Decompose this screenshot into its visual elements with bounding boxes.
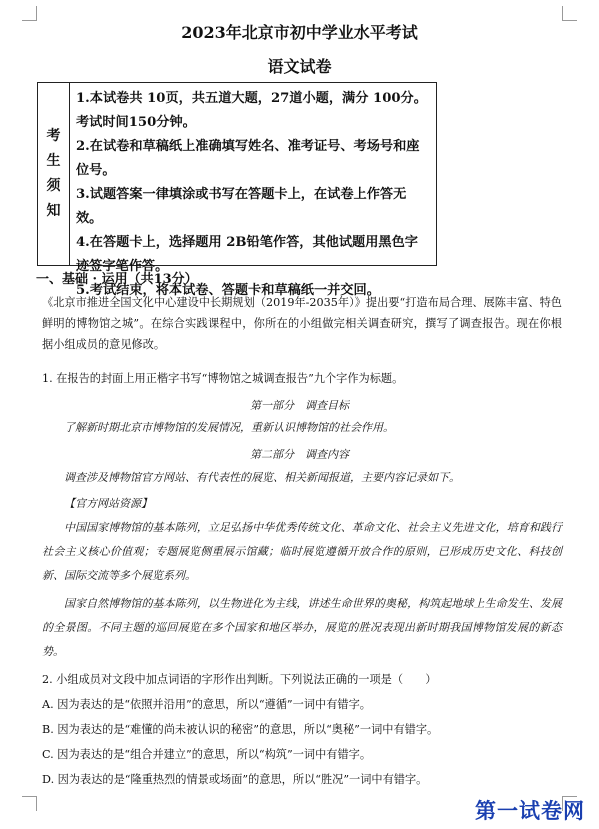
- option-a: A. 因为表达的是“依照并沿用”的意思，所以“遵循”一词中有错字。: [42, 698, 371, 711]
- exam-title: 2023年北京市初中学业水平考试: [181, 23, 418, 42]
- question-2: 2. 小组成员对文段中加点词语的字形作出判断。下列说法正确的一项是（ ）: [42, 673, 437, 686]
- notice-label-char: 知: [46, 203, 61, 219]
- part2-body: 调查涉及博物馆官方网站、有代表性的展览、相关新闻报道，主要内容记录如下。: [64, 471, 460, 484]
- crop-mark-top-right: [562, 6, 577, 21]
- notice-item: 2.在试卷和草稿纸上准确填写姓名、准考证号、考场号和座位号。: [76, 139, 420, 178]
- museum-paragraph-1: 中国国家博物馆的基本陈列，立足弘扬中华优秀传统文化、革命文化、社会主义先进文化，培育和践行社会主义核心价值观；专题展览侧重展示馆藏；临时展览遵循开放合作的原则，已形成历史文化、科技创新、国际交流等多个展览系列。: [42, 521, 562, 582]
- exam-subtitle: 语文试卷: [267, 57, 332, 76]
- question-1: 1. 在报告的封面上用正楷字书写“博物馆之城调查报告”九个字作为标题。: [42, 372, 404, 385]
- intro-paragraph: 《北京市推进全国文化中心建设中长期规划（2019年-2035年）》提出要“打造布局合理、展陈丰富、特色鲜明的博物馆之城”。在综合实践课程中，你所在的小组做完相关调查研究，撰写了调查报告。现在你根据小组成员的意见修改。: [42, 296, 562, 351]
- notice-item: 3.试题答案一律填涂或书写在答题卡上，在试卷上作答无效。: [76, 187, 407, 226]
- source-tag: 【官方网站资源】: [64, 497, 152, 510]
- notice-label: [38, 83, 70, 265]
- notice-item: 4.在答题卡上，选择题用 2B铅笔作答，其他试题用黑色字迹签字笔作答。: [76, 235, 418, 274]
- option-b: B. 因为表达的是“难懂的尚未被认识的秘密”的意思，所以“奥秘”一词中有错字。: [42, 723, 439, 736]
- museum-paragraph-2: 国家自然博物馆的基本陈列，以生物进化为主线，讲述生命世界的奥秘，构筑起地球上生命发生、发展的全景图。不同主题的巡回展览在多个国家和地区举办，展览的胜况表现出新时期我国博物馆发展的新态势。: [42, 597, 562, 658]
- crop-mark-bottom-left: [22, 796, 37, 811]
- site-watermark: 第一试卷网: [475, 799, 585, 823]
- option-d: D. 因为表达的是“隆重热烈的情景或场面”的意思，所以“胜况”一词中有错字。: [42, 773, 428, 786]
- crop-mark-top-left: [22, 6, 37, 21]
- section-heading: 一、基础 · 运用（共13分）: [36, 272, 198, 287]
- notice-label-char: 生: [46, 153, 61, 169]
- notice-label-char: 考: [46, 128, 61, 144]
- notice-item: 1.本试卷共 10页，共五道大题，27道小题，满分 100分。考试时间150分钟。: [76, 91, 427, 130]
- part2-title: 第二部分 调查内容: [250, 448, 349, 461]
- option-c: C. 因为表达的是“组合并建立”的意思，所以“构筑”一词中有错字。: [42, 748, 372, 761]
- notice-label-char: 须: [46, 178, 61, 194]
- notice-item: 5.考试结束，将本试卷、答题卡和草稿纸一并交回。: [76, 283, 380, 298]
- part1-title: 第一部分 调查目标: [250, 399, 349, 412]
- part1-body: 了解新时期北京市博物馆的发展情况，重新认识博物馆的社会作用。: [64, 421, 394, 434]
